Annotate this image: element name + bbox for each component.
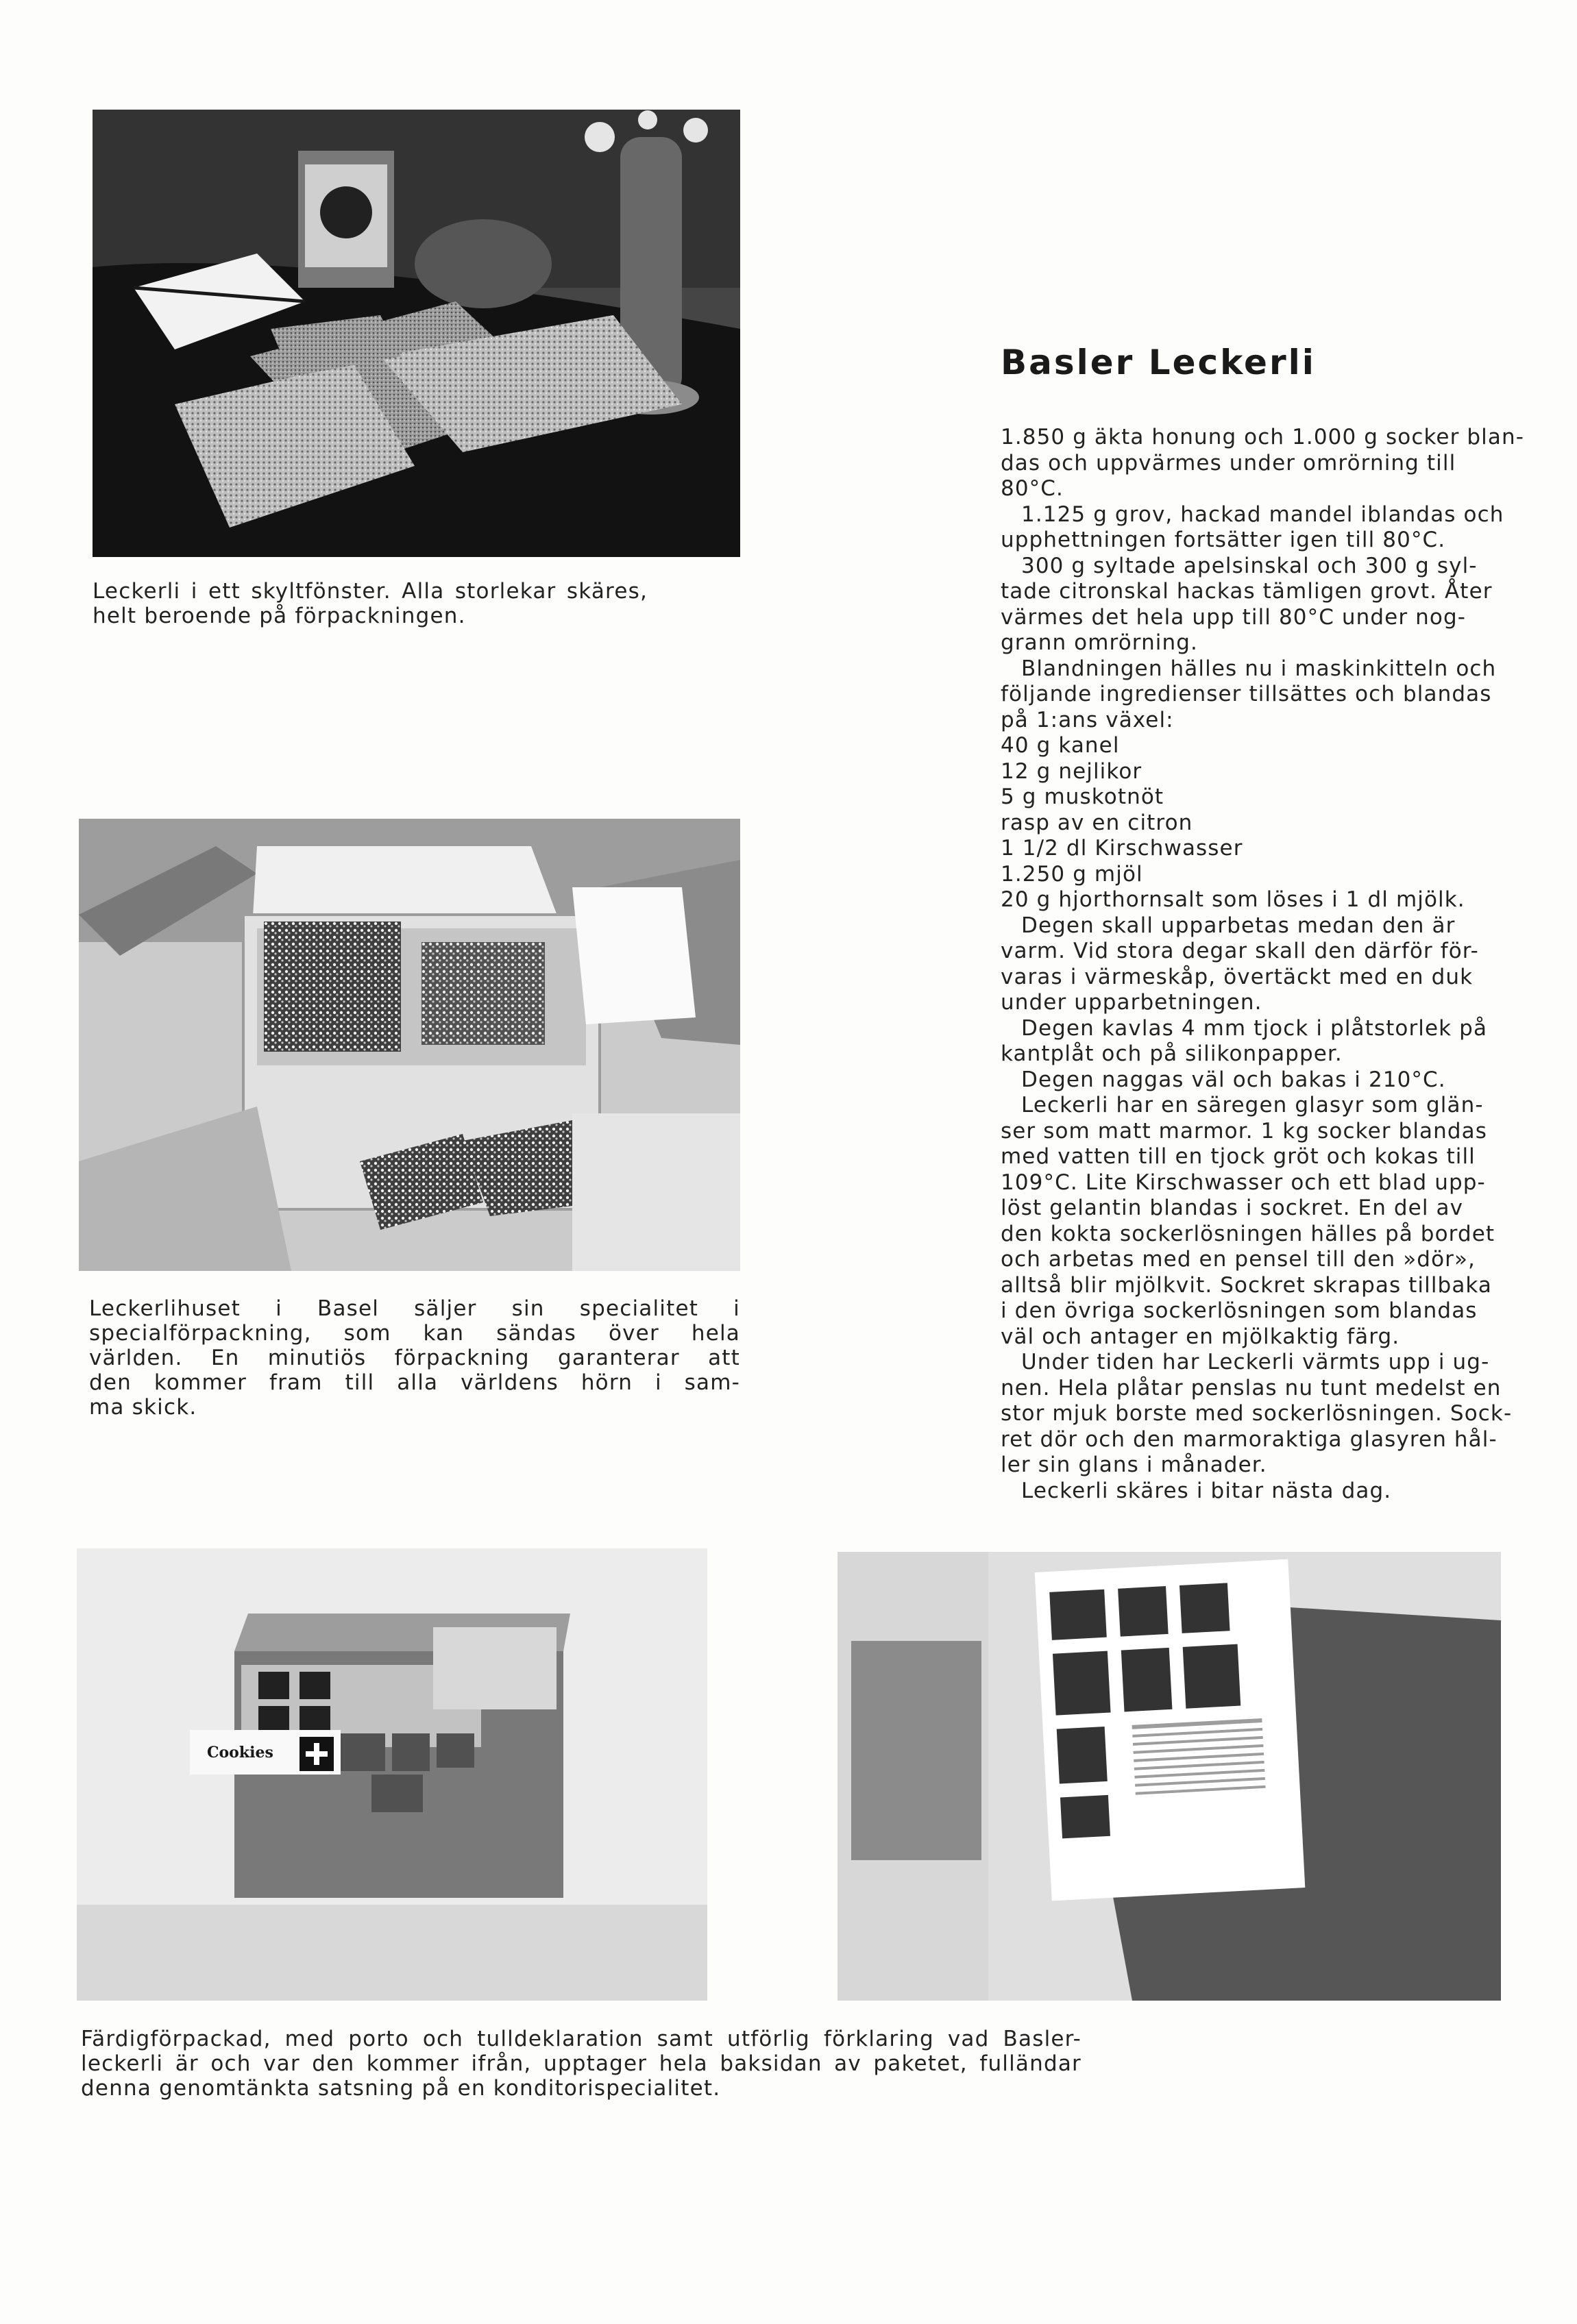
caption-line: helt beroende på förpackningen. — [93, 604, 466, 628]
recipe-line: rasp av en citron — [1001, 810, 1193, 835]
recipe-line: den kokta sockerlösningen hälles på bordet — [1001, 1221, 1495, 1246]
recipe-title: Basler Leckerli — [1001, 343, 1316, 382]
recipe-line: 109°C. Lite Kirschwasser och ett blad upp- — [1001, 1170, 1486, 1195]
recipe-line: 5 g muskotnöt — [1001, 784, 1164, 809]
caption-gift-box — [89, 1296, 740, 1420]
recipe-line: i den övriga sockerlösningen som blandas — [1001, 1298, 1478, 1323]
recipe-line: Degen naggas väl och bakas i 210°C. — [1021, 1067, 1446, 1092]
recipe-line: Degen kavlas 4 mm tjock i plåtstorlek på — [1021, 1015, 1488, 1041]
recipe-line: löst gelantin blandas i sockret. En del av — [1001, 1196, 1464, 1220]
recipe-line: das och uppvärmes under omrörning till — [1001, 450, 1456, 475]
recipe-line: 12 g nejlikor — [1001, 758, 1142, 784]
recipe-line: 1.850 g äkta honung och 1.000 g socker blan- — [1001, 425, 1525, 449]
recipe-line: och arbetas med en pensel till den »dör», — [1001, 1247, 1476, 1272]
recipe-line: alltså blir mjölkvit. Sockret skrapas tillbaka — [1001, 1272, 1493, 1298]
recipe-line: väl och antager en mjölkaktig färg. — [1001, 1324, 1400, 1349]
photo-box-back — [838, 1552, 1501, 2001]
recipe-line: 1 1/2 dl Kirschwasser — [1001, 836, 1243, 861]
recipe-line: ler sin glans i månader. — [1001, 1452, 1267, 1477]
recipe-line: stor mjuk borste med sockerlösningen. Sock- — [1001, 1401, 1513, 1426]
recipe-line: grann omrörning. — [1001, 630, 1199, 655]
recipe-line: varas i värmeskåp, övertäckt med en duk — [1001, 964, 1474, 989]
recipe-line: ser som matt marmor. 1 kg socker blandas — [1001, 1118, 1488, 1144]
recipe-line: nen. Hela plåtar penslas nu tunt medelst en — [1001, 1375, 1502, 1400]
recipe-line: Leckerli skäres i bitar nästa dag. — [1021, 1478, 1392, 1503]
recipe-line: under upparbetningen. — [1001, 990, 1262, 1015]
recipe-line: 20 g hjorthornsalt som löses i 1 dl mjölk. — [1001, 887, 1465, 912]
caption-line: världen. En minutiös förpackning garanterar att — [89, 1346, 740, 1370]
photo-parcel — [77, 1548, 707, 2001]
caption-line: ma skick. — [89, 1395, 197, 1420]
recipe-line: 300 g syltade apelsinskal och 300 g syl- — [1021, 553, 1478, 578]
caption-line: leckerli är och var den kommer ifrån, upptager hela baksidan av paketet, fulländar — [81, 2051, 1081, 2076]
recipe-line: med vatten till en tjock gröt och kokas till — [1001, 1144, 1476, 1169]
recipe-line: 80°C. — [1001, 476, 1064, 501]
recipe-line: tade citronskal hackas tämligen grovt. Åter — [1001, 579, 1493, 604]
recipe-line: Under tiden har Leckerli värmts upp i ug- — [1021, 1350, 1490, 1374]
recipe-line: Degen skall upparbetas medan den är — [1021, 913, 1456, 938]
caption-line: den kommer fram till alla världens hörn i sam- — [89, 1370, 740, 1395]
caption-line: Färdigförpackad, med porto och tulldeklaration samt utförlig förklaring vad Basler- — [81, 2027, 1081, 2051]
recipe-line: kantplåt och på silikonpapper. — [1001, 1041, 1343, 1066]
caption-parcel — [81, 2027, 1081, 2101]
recipe-line: 40 g kanel — [1001, 733, 1120, 758]
caption-shop-window — [93, 579, 648, 628]
photo-shop-window — [93, 110, 740, 557]
caption-line: specialförpackning, som kan sändas över hela — [89, 1321, 740, 1346]
recipe-line: ret dör och den marmoraktiga glasyren hål- — [1001, 1426, 1497, 1452]
caption-line: denna genomtänkta satsning på en konditorispecialitet. — [81, 2076, 721, 2101]
photo-gift-box — [79, 819, 740, 1271]
recipe-line: Leckerli har en säregen glasyr som glän- — [1021, 1093, 1484, 1117]
recipe-line: 1.250 g mjöl — [1001, 861, 1143, 887]
recipe-line: 1.125 g grov, hackad mandel iblandas och — [1021, 502, 1504, 527]
caption-line: Leckerlihuset i Basel säljer sin specialitet i — [89, 1296, 740, 1321]
recipe-line: följande ingredienser tillsättes och blandas — [1001, 682, 1492, 706]
recipe-line: på 1:ans växel: — [1001, 707, 1174, 732]
caption-line: Leckerli i ett skyltfönster. Alla storlekar skäres, — [93, 579, 648, 604]
parcel-label: Cookies — [207, 1744, 273, 1761]
recipe-body — [1001, 425, 1525, 1504]
recipe-line: varm. Vid stora degar skall den därför för- — [1001, 939, 1479, 963]
recipe-line: upphettningen fortsätter igen till 80°C. — [1001, 528, 1446, 552]
recipe-line: Blandningen hälles nu i maskinkitteln och — [1021, 656, 1497, 681]
recipe-line: värmes det hela upp till 80°C under nog- — [1001, 604, 1467, 630]
